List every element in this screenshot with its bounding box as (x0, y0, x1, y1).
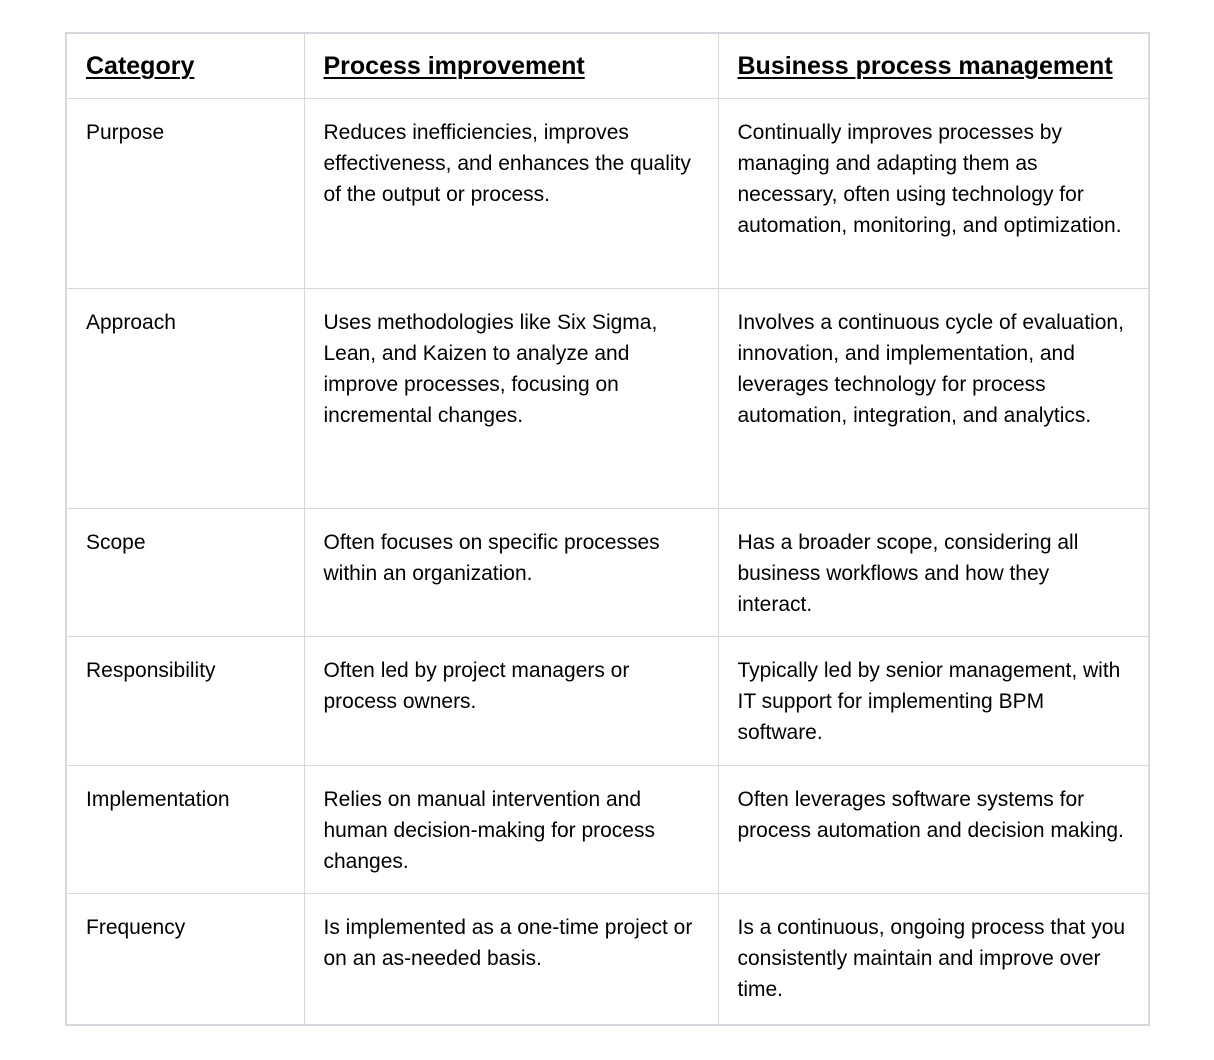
cell-approach-process-improvement: Uses methodologies like Six Sigma, Lean, and Kaizen to analyze and improve processes, focusing on incremental changes. (304, 288, 718, 508)
cell-scope-bpm: Has a broader scope, considering all business workflows and how they interact. (718, 508, 1149, 636)
table-row-approach (66, 288, 1149, 508)
cell-purpose-process-improvement: Reduces inefficiencies, improves effectiveness, and enhances the quality of the output or process. (304, 98, 718, 288)
row-label-implementation: Implementation (66, 765, 304, 893)
row-label-responsibility: Responsibility (66, 636, 304, 765)
cell-responsibility-bpm: Typically led by senior management, with IT support for implementing BPM software. (718, 636, 1149, 765)
table-row-frequency (66, 893, 1149, 1025)
cell-approach-bpm: Involves a continuous cycle of evaluation, innovation, and implementation, and leverages technology for process automation, integration, and analytics. (718, 288, 1149, 508)
row-label-frequency: Frequency (66, 893, 304, 1025)
header-cell-bpm: Business process management (718, 33, 1149, 98)
cell-frequency-process-improvement: Is implemented as a one-time project or on an as-needed basis. (304, 893, 718, 1025)
cell-purpose-bpm: Continually improves processes by managing and adapting them as necessary, often using technology for automation, monitoring, and optimization. (718, 98, 1149, 288)
table-row-implementation (66, 765, 1149, 893)
table-row-responsibility (66, 636, 1149, 765)
cell-implementation-bpm: Often leverages software systems for process automation and decision making. (718, 765, 1149, 893)
header-cell-process-improvement: Process improvement (304, 33, 718, 98)
row-label-scope: Scope (66, 508, 304, 636)
header-row (66, 33, 1149, 98)
header-cell-category: Category (66, 33, 304, 98)
table-row-purpose (66, 98, 1149, 288)
row-label-approach: Approach (66, 288, 304, 508)
cell-scope-process-improvement: Often focuses on specific processes within an organization. (304, 508, 718, 636)
cell-frequency-bpm: Is a continuous, ongoing process that you consistently maintain and improve over time. (718, 893, 1149, 1025)
cell-responsibility-process-improvement: Often led by project managers or process owners. (304, 636, 718, 765)
cell-implementation-process-improvement: Relies on manual intervention and human decision-making for process changes. (304, 765, 718, 893)
table-row-scope (66, 508, 1149, 636)
comparison-table (65, 32, 1150, 1026)
row-label-purpose: Purpose (66, 98, 304, 288)
